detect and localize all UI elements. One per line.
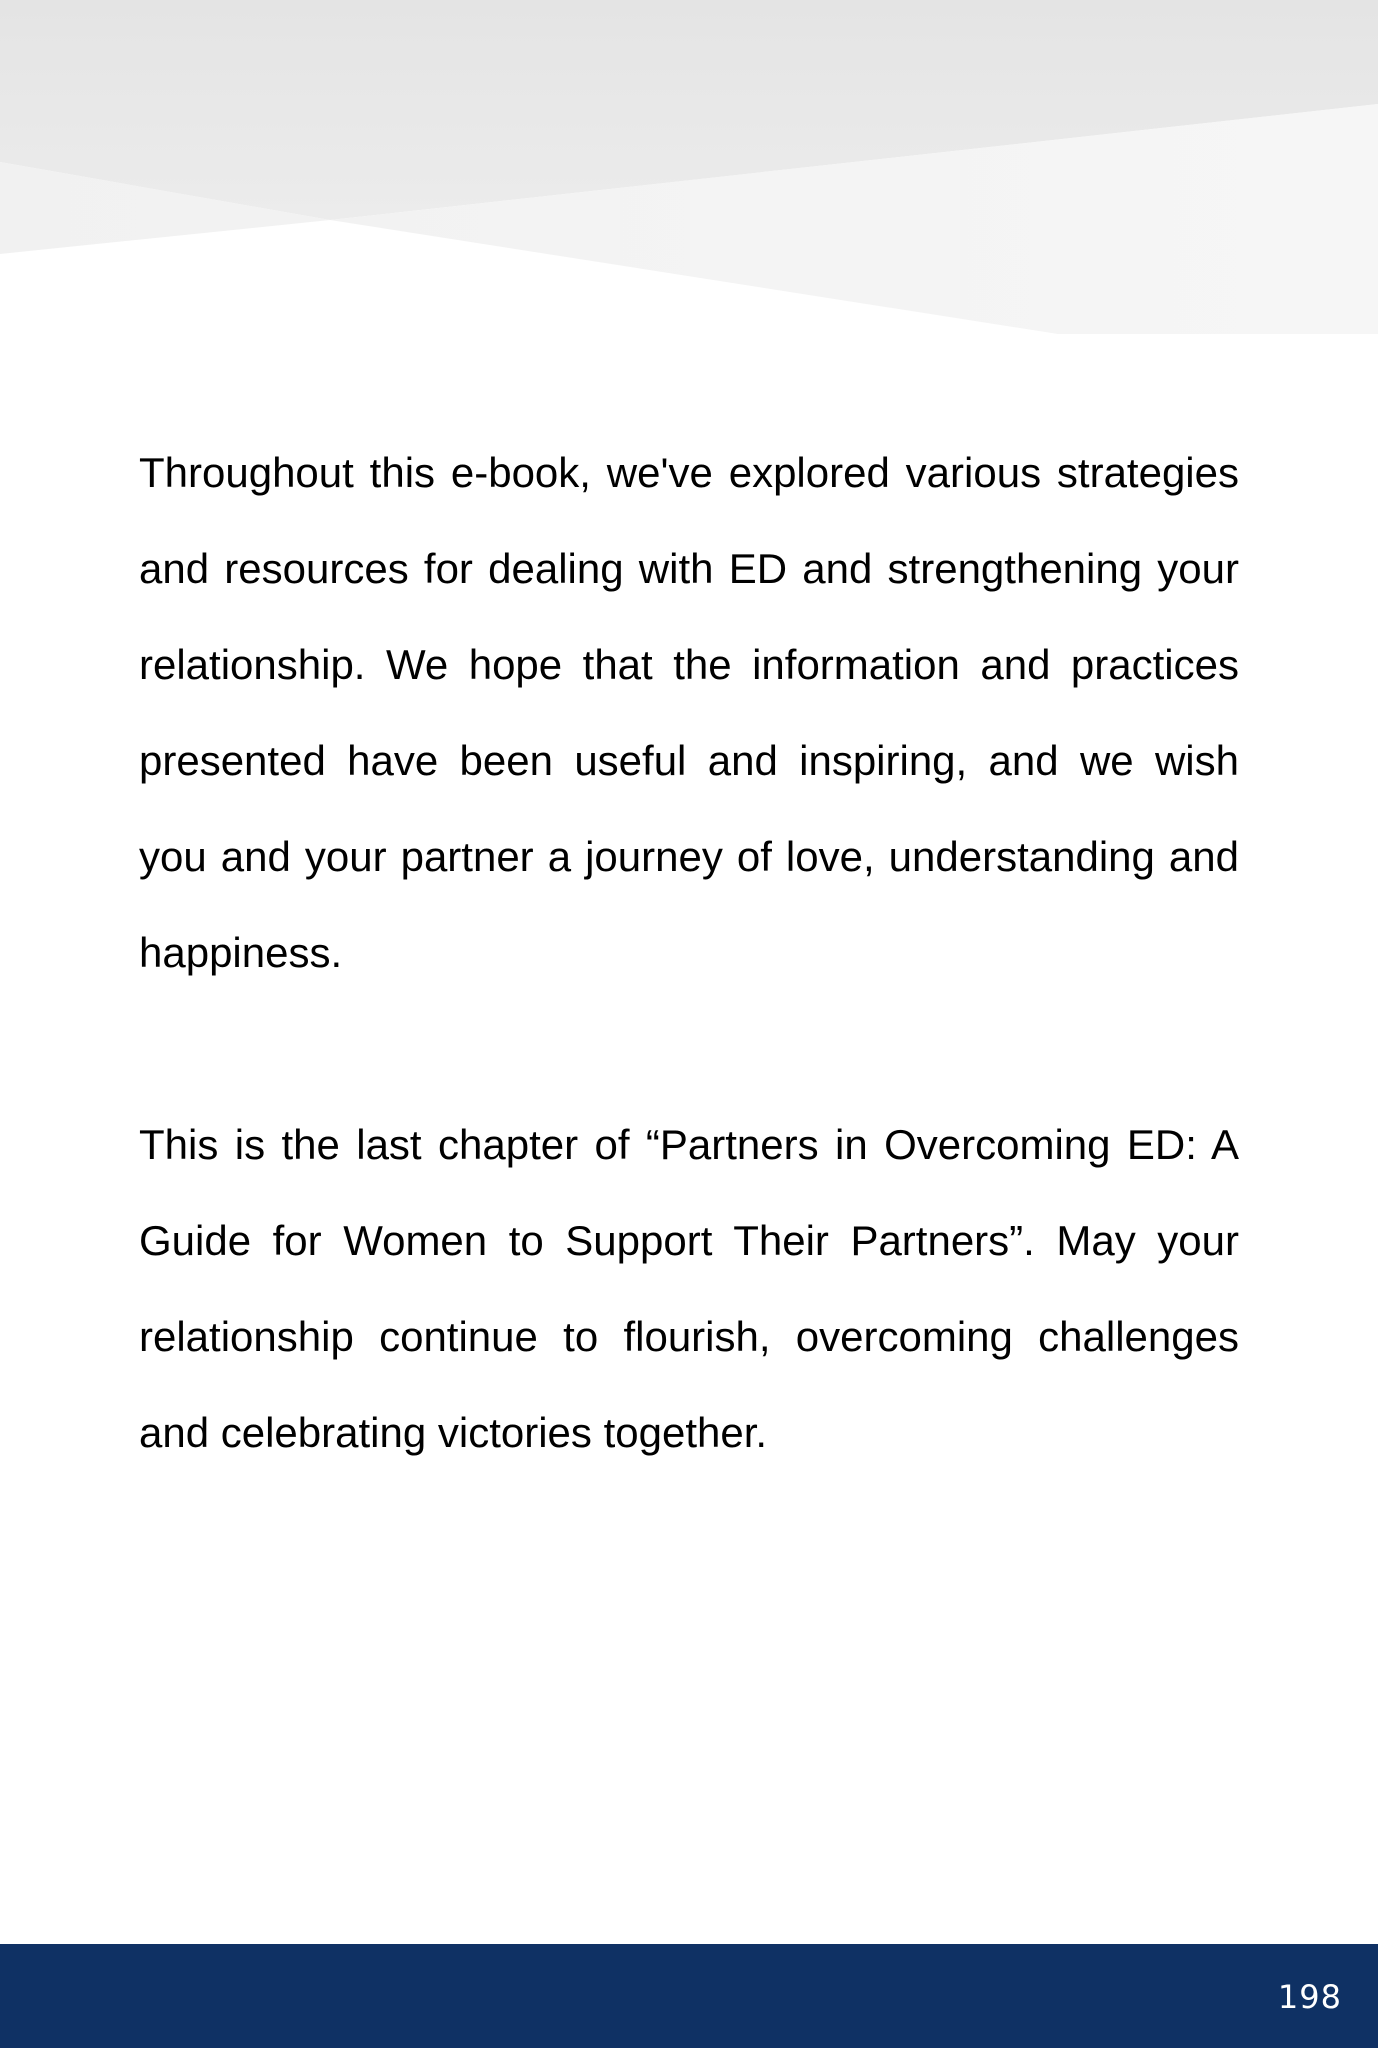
header-decoration [0, 0, 1378, 340]
main-text [139, 425, 1239, 1481]
page-number: 198 [1277, 1978, 1342, 2016]
paragraph-1: Throughout this e-book, we've explored various strategies and resources for dealing with ED and strengthening your relationship. We hope that the information and practices presented have been useful and inspiring, and we wish you and your partner a journey of love, understanding and happiness. [139, 449, 1239, 976]
footer-bar [0, 1944, 1378, 2048]
paragraph-2: This is the last chapter of “Partners in Overcoming ED: A Guide for Women to Support Their Partners”. May your relationship continue to flourish, overcoming challenges and celebrating victories together. [139, 1121, 1239, 1456]
